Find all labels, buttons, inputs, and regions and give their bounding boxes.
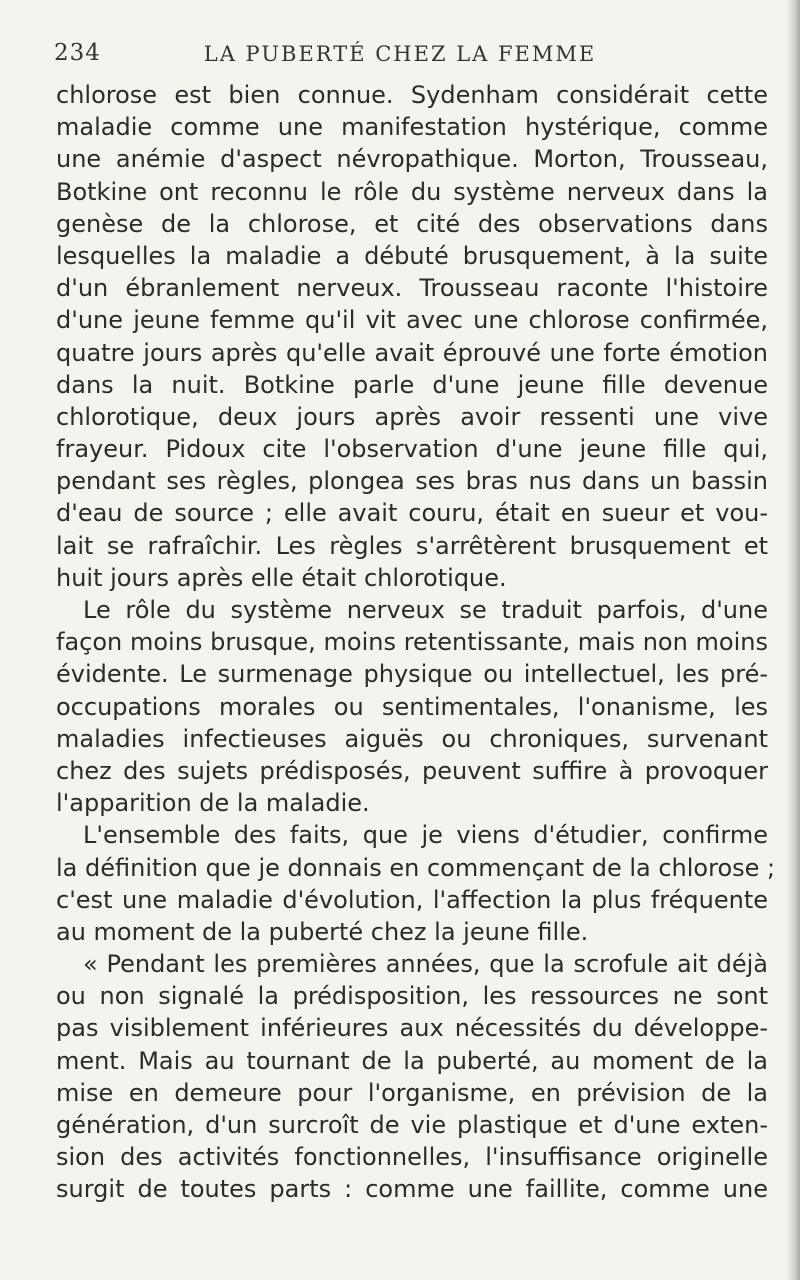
text-line: occupations morales ou sentimentales, l'onanisme, les [56,692,768,721]
text-line: quatre jours après qu'elle avait éprouvé une forte émotion [56,338,768,367]
text-line: surgit de toutes parts : comme une faillite, comme une [56,1175,768,1204]
page-number: 234 [54,40,101,66]
text-line: chlorotique, deux jours après avoir ressenti une vive [56,402,768,431]
text-line: génération, d'un surcroît de vie plastique et d'une exten- [56,1111,768,1139]
text-line: au moment de la puberté chez la jeune fille. [56,917,589,946]
running-head: LA PUBERTÉ CHEZ LA FEMME [203,42,597,66]
text-line: Botkine ont reconnu le rôle du système nerveux dans la [56,177,768,206]
page-edge-shadow [786,0,800,1280]
text-line: l'apparition de la maladie. [56,789,370,818]
text-line: d'un ébranlement nerveux. Trousseau raconte l'histoire [56,274,768,303]
text-line: évidente. Le surmenage physique ou intellectuel, les pré- [56,660,768,689]
text-line: d'eau de source ; elle avait couru, était en sueur et vou- [56,499,768,528]
text-line: frayeur. Pidoux cite l'observation d'une jeune fille qui, [56,435,768,464]
text-line: pas visiblement inférieures aux nécessités du développe- [56,1014,768,1043]
body-text [56,79,776,1206]
text-line: huit jours après elle était chlorotique. [56,563,507,592]
text-line: Le rôle du système nerveux se traduit parfois, d'une [83,596,768,624]
text-line: L'ensemble des faits, que je viens d'étudier, confirme [83,821,768,850]
text-line: la définition que je donnais en commençant de la chlorose ; [56,853,776,882]
text-line: ment. Mais au tournant de la puberté, au moment de la [56,1046,768,1075]
text-line: chez des sujets prédisposés, peuvent suffire à provoquer [56,756,768,785]
text-line: lesquelles la maladie a débuté brusquement, à la suite [56,241,768,270]
text-line: sion des activités fonctionnelles, l'insuffisance originelle [56,1143,768,1172]
text-line: dans la nuit. Botkine parle d'une jeune fille devenue [56,370,768,399]
text-line: d'une jeune femme qu'il vit avec une chlorose confirmée, [56,306,768,335]
text-line: chlorose est bien connue. Sydenham considérait cette [56,81,768,109]
text-line: façon moins brusque, moins retentissante, mais non moins [56,628,768,657]
text-line: pendant ses règles, plongea ses bras nus dans un bassin [56,467,768,496]
text-line: c'est une maladie d'évolution, l'affection la plus fréquente [56,885,768,914]
text-line: ou non signalé la prédisposition, les ressources ne sont [56,982,768,1011]
text-line: « Pendant les premières années, que la scrofule ait déjà [83,950,768,979]
text-line: lait se rafraîchir. Les règles s'arrêtèrent brusquement et [56,531,768,560]
text-line: mise en demeure pour l'organisme, en prévision de la [56,1078,768,1107]
text-line: maladies infectieuses aiguës ou chroniques, survenant [56,724,768,753]
text-line: une anémie d'aspect névropathique. Morton, Trousseau, [56,145,768,174]
text-line: genèse de la chlorose, et cité des observations dans [56,209,768,238]
text-line: maladie comme une manifestation hystérique, comme [56,113,768,142]
